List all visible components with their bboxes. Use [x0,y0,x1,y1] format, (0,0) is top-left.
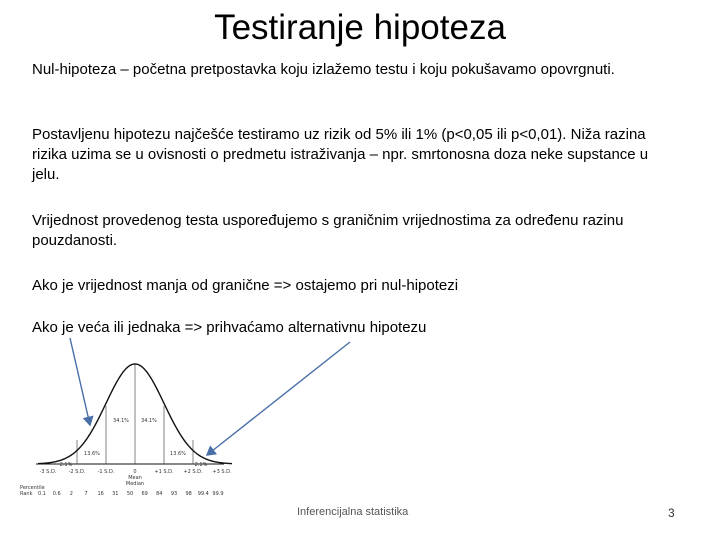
percentile-rank: 16 [97,491,104,497]
median-label: Median [125,481,145,487]
paragraph-risk-level: Postavljenu hipotezu najčešće testiramo uz rizik od 5% ili 1% (p<0,05 ili p<0,01). Niža razina rizika uzima se u ovisnosti o predmetu istraživanja – npr. smrtonosna doza neke supstance u jelu. [32,126,649,183]
percentile-rank: 0.6 [52,491,61,497]
paragraph-test-comparison: Vrijednost provedenog testa uspoređujemo s graničnim vrijednostima za određenu razinu pouzdanosti. [32,212,624,249]
region-label: 34.1% [113,418,129,424]
footer-course-title: Inferencijalna statistika [297,506,409,518]
arrow-to-left-tail [70,338,90,425]
footer-page-number: 3 [668,506,675,520]
sd-label: +3 S.D. [212,469,232,475]
paragraph-null-hypothesis: Nul-hipoteza – početna pretpostavka koju izlažemo testu i koju pokušavamo opovrgnuti. [32,61,615,78]
percentile-row-label: Percentile [20,485,45,491]
region-label: 2.1% [59,462,73,468]
percentile-rank: 98 [185,491,192,497]
percentile-rank: 50 [126,491,134,497]
percentile-rank-row [38,491,224,497]
arrow-to-right-tail [207,342,350,455]
percentile-rank: 7 [84,491,88,497]
sd-label: +1 S.D. [154,469,174,475]
percentile-rank: 0.1 [38,491,46,497]
sd-label: -1 S.D. [97,469,115,475]
sd-label: -2 S.D. [68,469,86,475]
region-label: 34.1% [141,418,157,424]
sd-label: -3 S.D. [39,469,57,475]
percentile-rank: 69 [141,491,148,497]
percentile-rank: 99.9 [212,491,224,497]
sd-label: 0 [133,469,137,475]
slide-title: Testiranje hipoteza [214,8,506,47]
percentile-rank: 84 [156,491,163,497]
mean-label: Mean [128,475,142,481]
paragraph-accept-alternative: Ako je veća ili jednaka => prihvaćamo alternativnu hipotezu [32,319,427,336]
percentile-rank: 93 [170,491,178,497]
percentile-rank: 2 [69,491,73,497]
region-label: 13.6% [84,451,100,457]
percentile-rank: 99.4 [197,491,209,497]
region-label: 2.1% [194,462,208,468]
rank-row-label: Rank [20,491,33,497]
region-label: 13.6% [170,451,186,457]
paragraph-keep-null: Ako je vrijednost manja od granične => ostajemo pri nul-hipotezi [32,277,459,294]
sd-divider-lines [48,364,222,464]
percentile-rank: 31 [112,491,119,497]
sd-label: +2 S.D. [183,469,203,475]
